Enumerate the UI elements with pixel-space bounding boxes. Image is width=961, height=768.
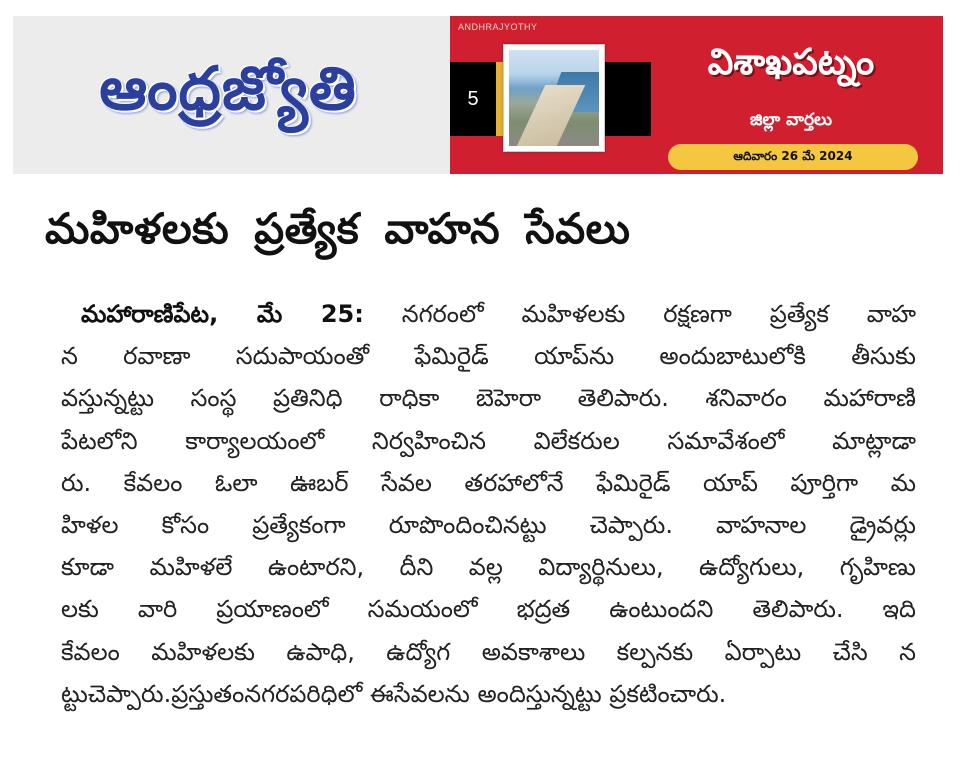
article-line-text: నగరంలో మహిళలకు రక్షణగా ప్రత్యేక వాహ xyxy=(401,300,916,328)
city-banner xyxy=(450,16,943,174)
city-title: విశాఖపట్నం xyxy=(707,42,875,83)
date-badge: ఆదివారం 26 మే 2024 xyxy=(668,144,918,170)
newspaper-logo: ఆంధ్రజ్యోతి xyxy=(99,54,357,124)
article-line: ట్టుచెప్పారు.ప్రస్తుతంనగరపరిధిలో ఈసేవలను అందిస్తున్నట్టు ప్రకటించారు. xyxy=(61,679,727,708)
masthead xyxy=(13,16,943,174)
article-headline: మహిళలకు ప్రత్యేక వాహన సేవలు xyxy=(45,204,631,253)
article-line: హిళల కోసం ప్రత్యేకంగా రూపొందించినట్టు చెప్పారు. వాహనాల డ్రైవర్లు xyxy=(61,511,916,540)
article-line: న రవాణా సదుపాయంతో ఫేమిరైడ్ యాప్‌ను అందుబాటులోకి తీసుకు xyxy=(61,342,916,371)
article-line: రు. కేవలం ఓలా ఊబర్ సేవల తరహాలోనే ఫేమిరైడ్ యాప్ పూర్తిగా మ xyxy=(61,468,916,497)
article-line: కేవలం మహిళలకు ఉపాధి, ఉద్యోగ అవకాశాలు కల్పనకు ఏర్పాటు చేసి న xyxy=(61,637,916,666)
section-subtitle: జిల్లా వార్తలు xyxy=(750,110,832,130)
article-dateline: మహారాణిపేట, మే 25: xyxy=(81,300,364,328)
city-photo xyxy=(503,44,605,152)
article-line xyxy=(61,293,916,335)
road-shape xyxy=(513,85,586,146)
article-line: పేటలోని కార్యాలయంలో నిర్వహించిన విలేకరుల సమావేశంలో మాట్లాడా xyxy=(61,426,916,455)
article-line: లకు వారి ప్రయాణంలో సమయంలో భద్రత ఉంటుందని తెలిపారు. ఇది xyxy=(61,595,916,624)
article-line: వస్తున్నట్టు సంస్థ ప్రతినిధి రాధికా బెహెరా తెలిపారు. శనివారం మహారాణి xyxy=(61,384,916,413)
beach-road-image xyxy=(509,50,599,146)
brand-small-label: ANDHRAJYOTHY xyxy=(458,22,538,32)
article-body xyxy=(61,293,916,715)
article-line: కూడా మహిళలే ఉంటారని, దీని వల్ల విద్యార్థినులు, ఉద్యోగులు, గృహిణు xyxy=(61,553,916,582)
page-number: 5 xyxy=(467,87,479,110)
